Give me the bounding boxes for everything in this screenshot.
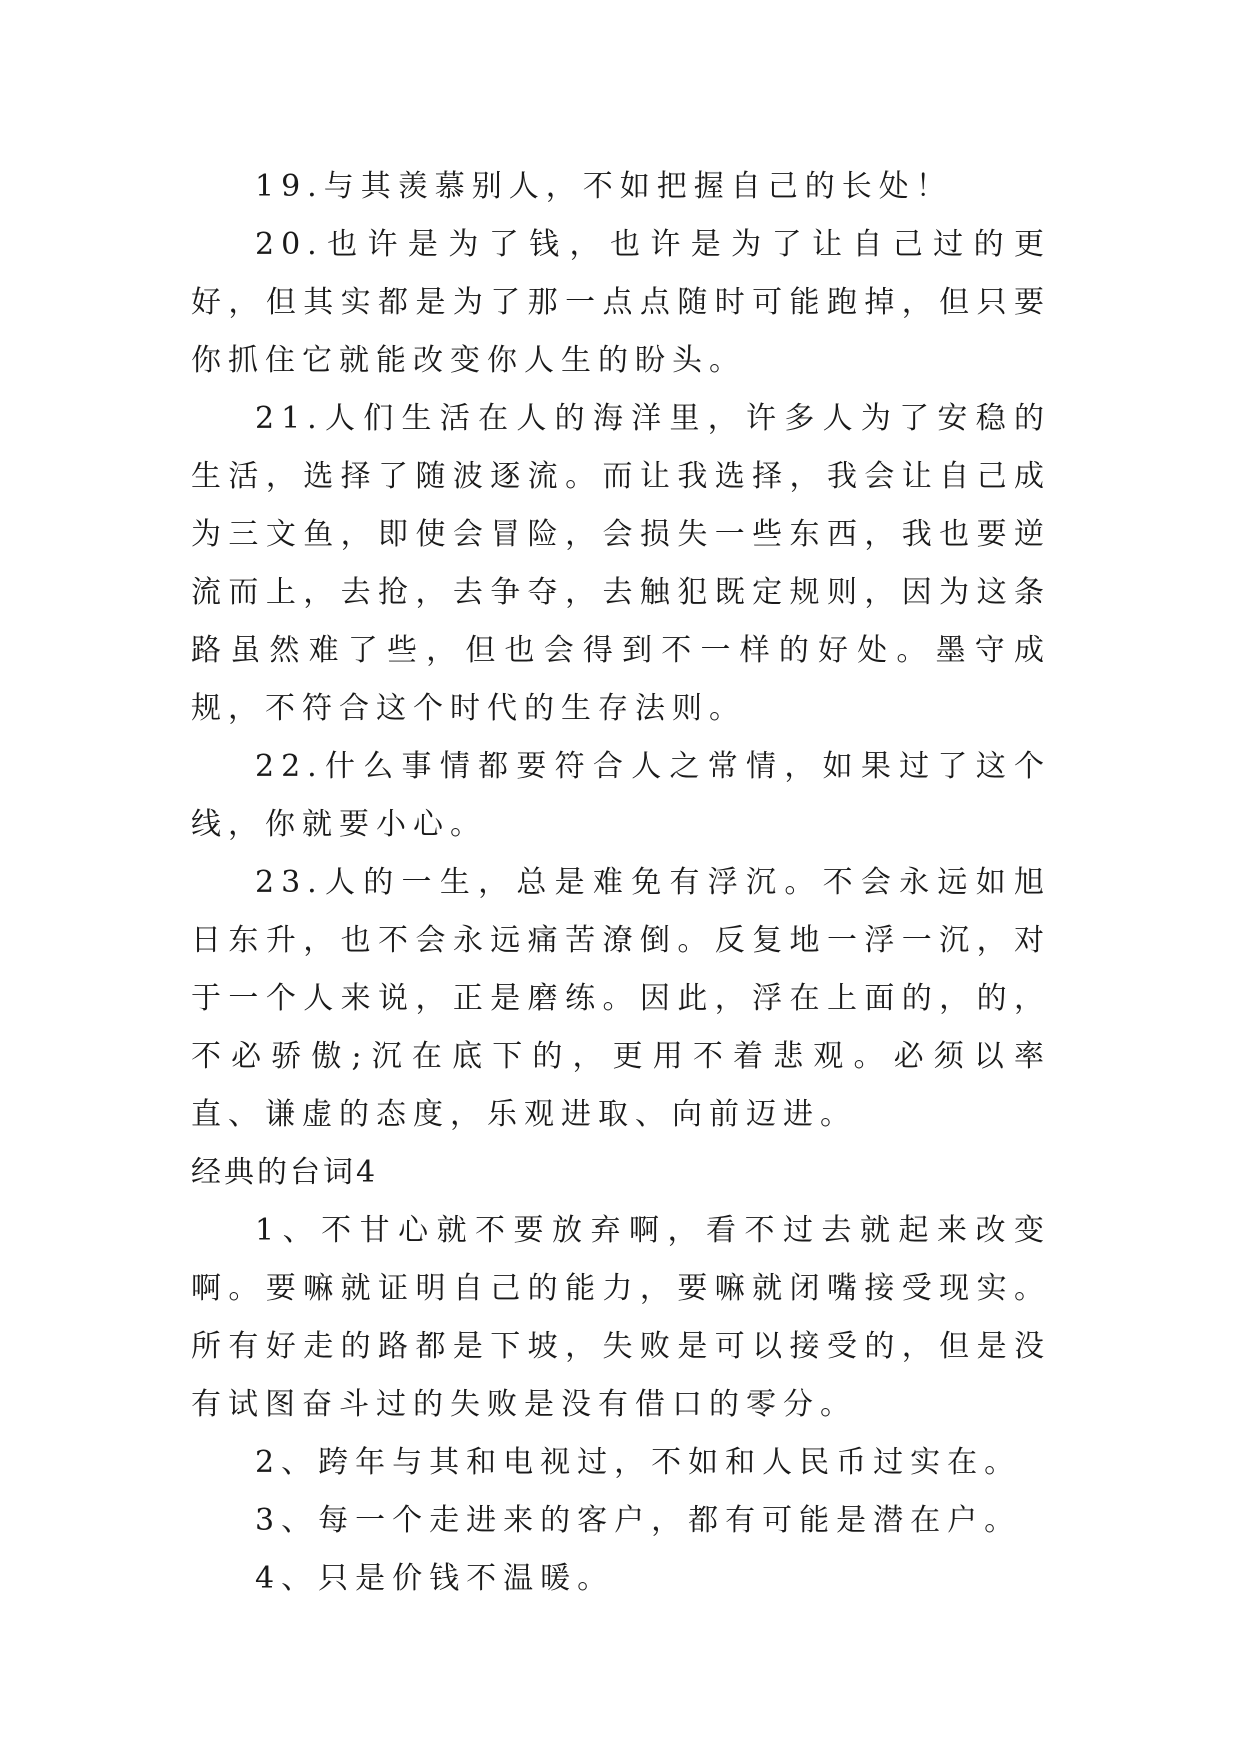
- paragraph-1: 1、不甘心就不要放弃啊，看不过去就起来改变啊。要嘛就证明自己的能力，要嘛就闭嘴接受现实。所有好走的路都是下坡，失败是可以接受的，但是没有试图奋斗过的失败是没有借口的零分。: [191, 1213, 1051, 1422]
- paragraph-2: 2、跨年与其和电视过，不如和人民币过实在。: [255, 1445, 1022, 1480]
- paragraph-4: 4、只是价钱不温暖。: [255, 1561, 615, 1596]
- section-heading: 经典的台词4: [191, 1155, 379, 1190]
- paragraph-3: 3、每一个走进来的客户，都有可能是潜在户。: [255, 1503, 1022, 1538]
- paragraph-21: 21.人们生活在人的海洋里，许多人为了安稳的生活，选择了随波逐流。而让我选择，我会让自己成为三文鱼，即使会冒险，会损失一些东西，我也要逆流而上，去抢，去争夺，去触犯既定规则，因为这条路虽然难了些，但也会得到不一样的好处。墨守成规，不符合这个时代的生存法则。: [191, 401, 1051, 726]
- document-page: [191, 158, 1051, 1608]
- paragraph-23: 23.人的一生，总是难免有浮沉。不会永远如旭日东升，也不会永远痛苦潦倒。反复地一浮一沉，对于一个人来说，正是磨练。因此，浮在上面的，的，不必骄傲;沉在底下的，更用不着悲观。必须以率直、谦虚的态度，乐观进取、向前迈进。: [191, 865, 1051, 1132]
- paragraph-20: 20.也许是为了钱，也许是为了让自己过的更好，但其实都是为了那一点点随时可能跑掉，但只要你抓住它就能改变你人生的盼头。: [191, 227, 1051, 378]
- paragraph-22: 22.什么事情都要符合人之常情，如果过了这个线，你就要小心。: [191, 749, 1051, 842]
- paragraph-19: 19.与其羡慕别人，不如把握自己的长处！: [255, 169, 953, 204]
